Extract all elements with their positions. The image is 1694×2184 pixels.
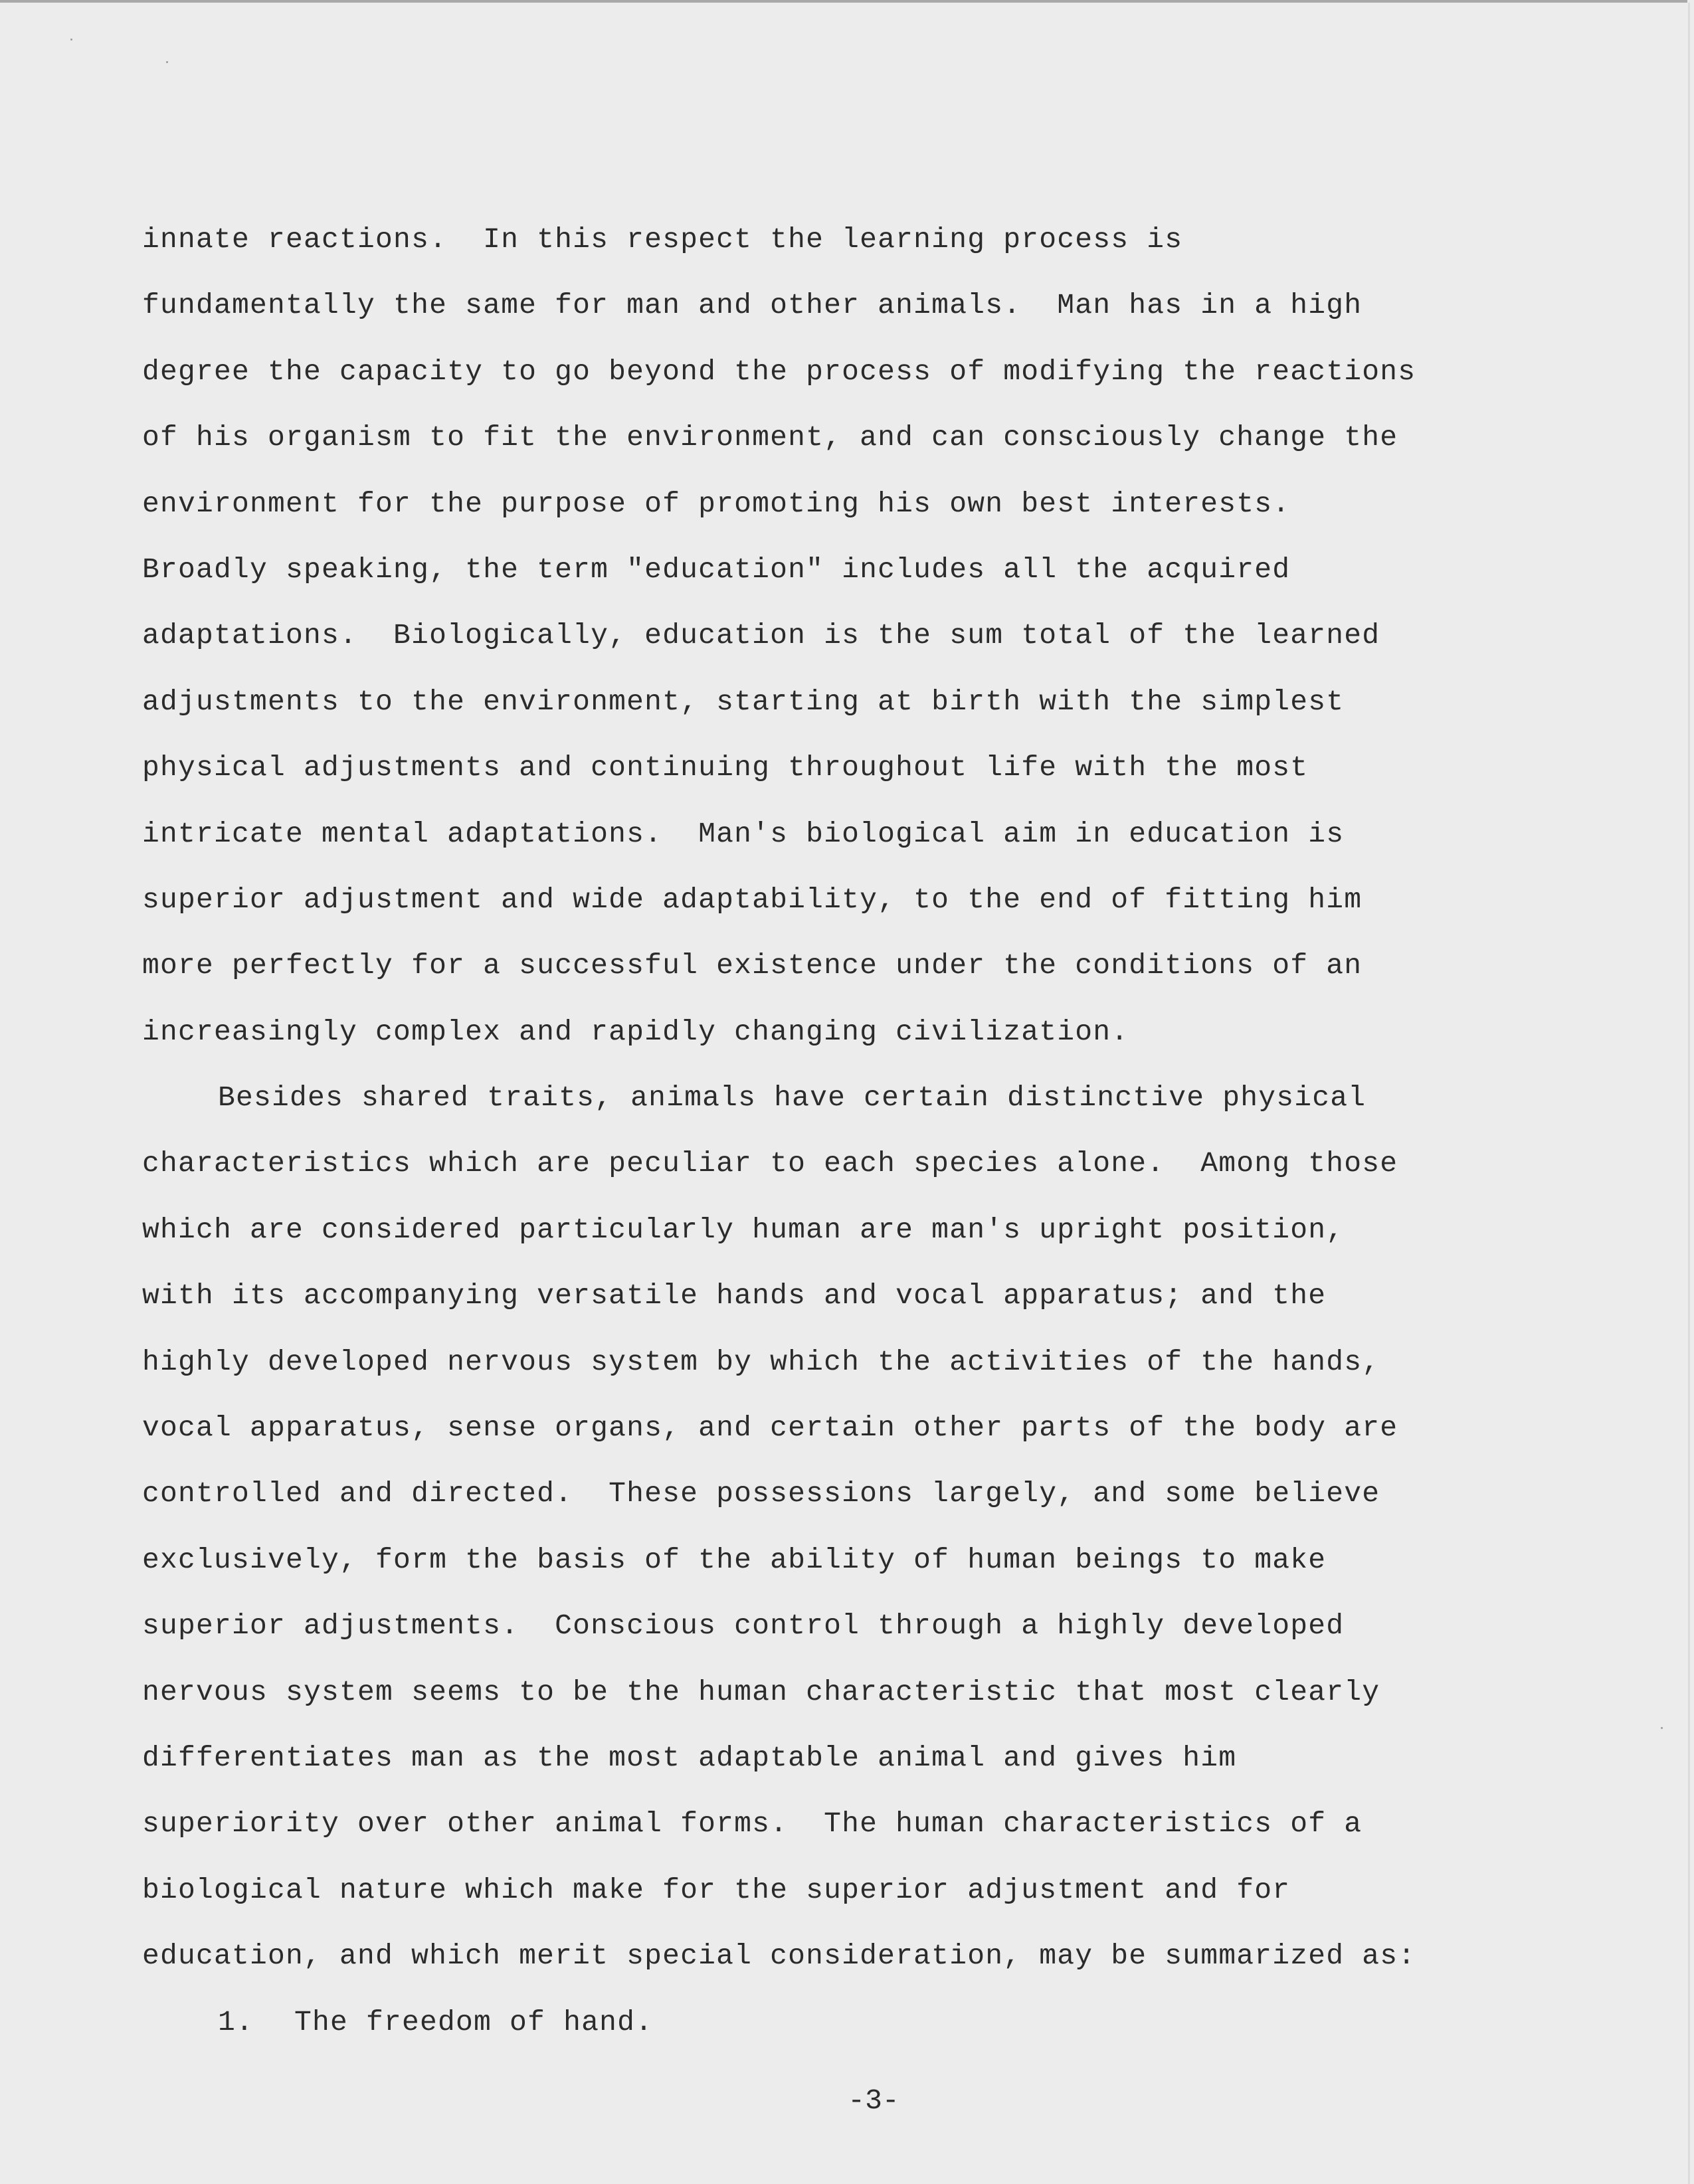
document-body [142, 219, 1637, 2068]
text-line: controlled and directed. These possessions largely, and some believe [142, 1477, 1380, 1510]
list-item-number: 1. [218, 2005, 254, 2039]
text-line: exclusively, form the basis of the ability of human beings to make [142, 1543, 1327, 1576]
text-line: nervous system seems to be the human characteristic that most clearly [142, 1675, 1380, 1708]
text-line: fundamentally the same for man and other animals. Man has in a high [142, 289, 1363, 322]
paper-speck [1661, 1727, 1663, 1729]
paragraph-2 [142, 1077, 1637, 2001]
text-line: adjustments to the environment, starting at birth with the simplest [142, 685, 1345, 718]
text-line: environment for the purpose of promoting his own best interests. [142, 487, 1291, 520]
text-line: with its accompanying versatile hands and vocal apparatus; and the [142, 1279, 1327, 1313]
text-line: adaptations. Biologically, education is the sum total of the learned [142, 619, 1380, 652]
text-line: more perfectly for a successful existence under the conditions of an [142, 949, 1363, 982]
text-line: physical adjustments and continuing throughout life with the most [142, 751, 1309, 784]
text-line: superior adjustments. Conscious control through a highly developed [142, 1609, 1345, 1643]
text-line: superiority over other animal forms. The human characteristics of a [142, 1807, 1363, 1841]
text-line: highly developed nervous system by which the activities of the hands, [142, 1345, 1380, 1378]
text-line: which are considered particularly human are man's upright position, [142, 1213, 1345, 1246]
text-line: characteristics which are peculiar to each species alone. Among those [142, 1147, 1398, 1180]
text-line: degree the capacity to go beyond the process of modifying the reactions [142, 355, 1416, 388]
page-top-edge [0, 0, 1687, 3]
text-line: of his organism to fit the environment, and can consciously change the [142, 421, 1398, 454]
text-line: differentiates man as the most adaptable animal and gives him [142, 1741, 1237, 1774]
list-item [142, 2002, 1637, 2068]
text-line: innate reactions. In this respect the learning process is [142, 223, 1183, 256]
paragraph-1 [142, 219, 1637, 1077]
text-line: education, and which merit special consideration, may be summarized as: [142, 1940, 1416, 1973]
page-number: -3- [848, 2084, 899, 2117]
paper-speck [166, 61, 168, 63]
paper-speck [70, 39, 72, 41]
text-line: Besides shared traits, animals have certain distinctive physical [218, 1081, 1366, 1115]
text-line: increasingly complex and rapidly changing civilization. [142, 1015, 1129, 1048]
text-line: Broadly speaking, the term "education" includes all the acquired [142, 553, 1291, 586]
page-right-edge [1688, 3, 1690, 2184]
list-item-text: The freedom of hand. [294, 2005, 654, 2039]
text-line: vocal apparatus, sense organs, and certain other parts of the body are [142, 1411, 1398, 1445]
text-line: superior adjustment and wide adaptability, to the end of fitting him [142, 883, 1363, 916]
text-line: biological nature which make for the superior adjustment and for [142, 1873, 1291, 1906]
text-line: intricate mental adaptations. Man's biological aim in education is [142, 817, 1345, 850]
